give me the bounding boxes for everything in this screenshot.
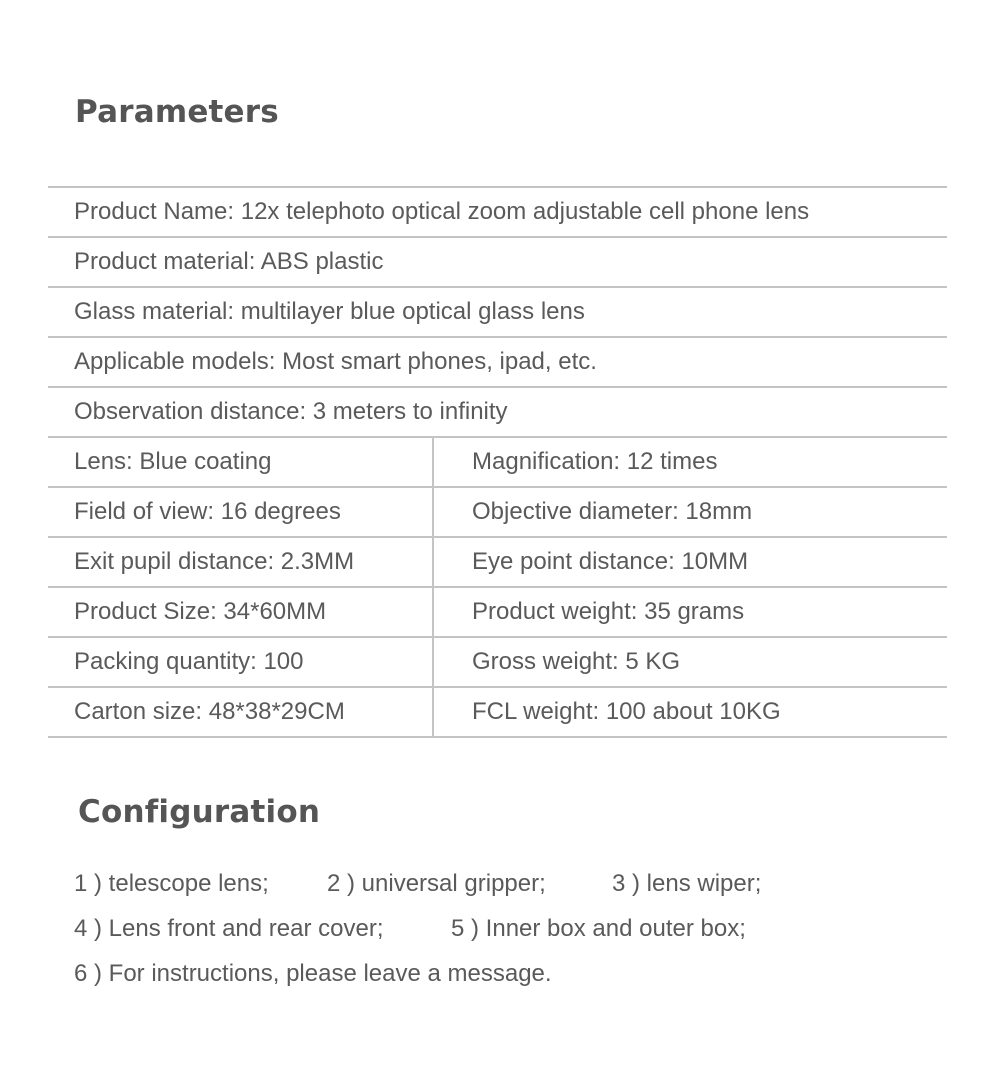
table-cell: Product material: ABS plastic: [74, 248, 384, 275]
table-cell: Eye point distance: 10MM: [472, 548, 749, 575]
table-cell: Carton size: 48*38*29CM: [48, 688, 434, 736]
table-row: [48, 388, 947, 438]
table-cell: FCL weight: 100 about 10KG: [472, 698, 781, 725]
table-row: [48, 688, 947, 738]
table-cell: Gross weight: 5 KG: [472, 648, 681, 675]
list-item: 4 ) Lens front and rear cover;: [74, 915, 384, 942]
table-cell: Packing quantity: 100: [48, 638, 434, 686]
table-cell: Field of view: 16 degrees: [48, 488, 434, 536]
list-item: 6 ) For instructions, please leave a message.: [74, 960, 552, 987]
table-cell: Observation distance: 3 meters to infinity: [74, 398, 508, 425]
table-row: [48, 638, 947, 688]
table-cell: Magnification: 12 times: [472, 448, 718, 475]
table-row: [48, 438, 947, 488]
table-cell: Applicable models: Most smart phones, ipad, etc.: [74, 348, 597, 375]
list-item: 3 ) lens wiper;: [612, 870, 762, 897]
table-cell: Glass material: multilayer blue optical glass lens: [74, 298, 585, 325]
list-item: 5 ) Inner box and outer box;: [451, 915, 746, 942]
table-cell: Product Name: 12x telephoto optical zoom adjustable cell phone lens: [74, 198, 810, 225]
table-row: [48, 488, 947, 538]
table-cell: Product Size: 34*60MM: [48, 588, 434, 636]
table-cell: Product weight: 35 grams: [472, 598, 745, 625]
table-row: [48, 588, 947, 638]
table-row: [48, 538, 947, 588]
table-cell: Exit pupil distance: 2.3MM: [48, 538, 434, 586]
list-item: 2 ) universal gripper;: [327, 870, 546, 897]
table-row: [48, 238, 947, 288]
parameters-title: Parameters: [75, 94, 279, 130]
table-row: [48, 338, 947, 388]
table-cell: Objective diameter: 18mm: [472, 498, 753, 525]
table-cell: Lens: Blue coating: [48, 438, 434, 486]
parameters-table: [48, 186, 947, 738]
table-row: [48, 188, 947, 238]
configuration-title: Configuration: [78, 794, 321, 830]
list-item: 1 ) telescope lens;: [74, 870, 269, 897]
table-row: [48, 288, 947, 338]
